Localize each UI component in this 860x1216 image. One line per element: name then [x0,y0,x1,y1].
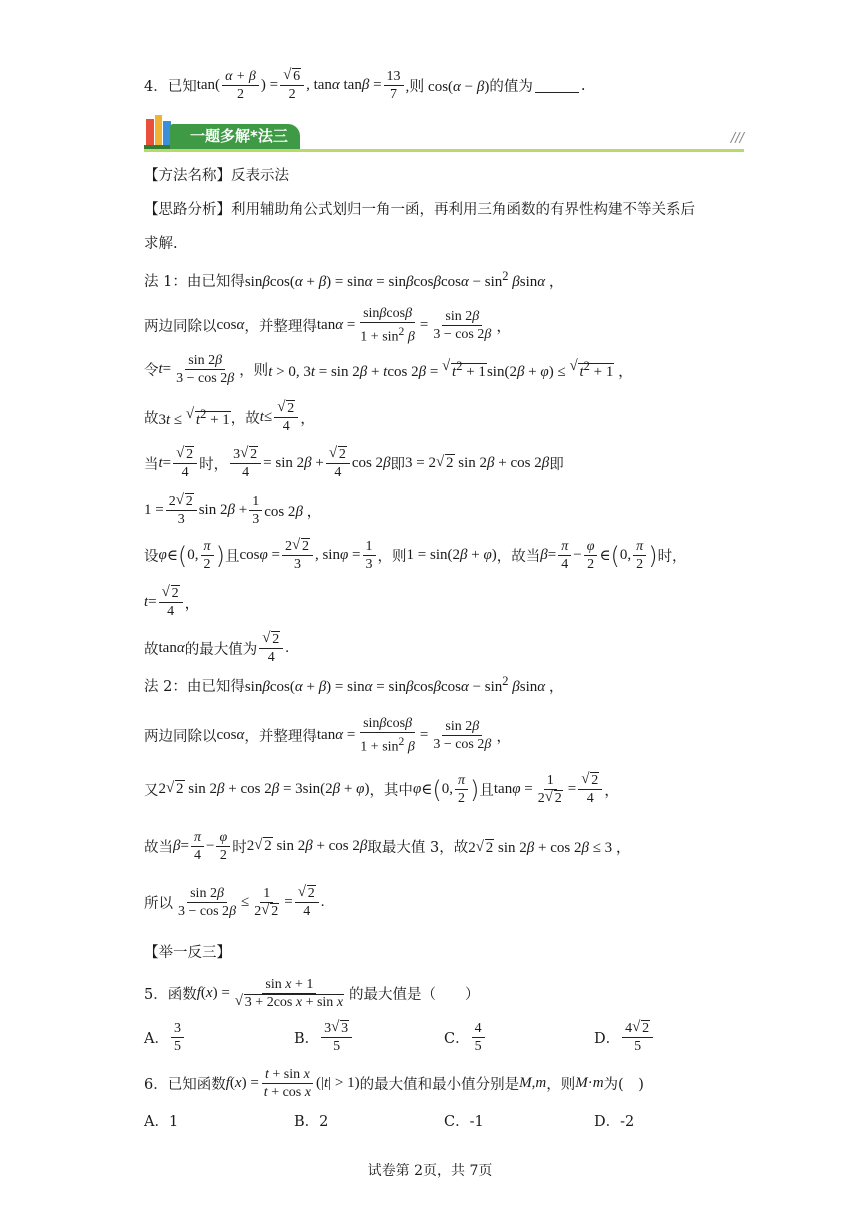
f1-line-3: 令 t = $\frac{\sin 2\beta}{3 - \cos 2\beta}$ ，则 t > 0, 3t = sin 2β + tcos 2β = √ $t^2 + 1\sin(2\beta + \varphi)$ ≤ √ $t^2 + 1$ ， [144,352,633,387]
question-5: 5．函数 f (x) = sin x + 1 √ 3 + 2cos x + sin x 的最大值是（ ） [144,976,480,1011]
method-name: 【方法名称】反表示法 [144,168,289,184]
q5-option-a[interactable]: A． $\frac{3}{5}$ [144,1020,186,1055]
f2-line-4: 故当 β = $\frac{\pi}{4}$ − $\frac{\varphi}{2}$ 时 2√ 2 sin 2β + cos 2β 取最大值 3，故 2√ 2 sin 2β + cos 2β ≤ 3 ， [144,829,631,864]
section-banner [144,113,744,153]
banner-divider [144,149,744,152]
practice-heading: 【举一反三】 [144,945,231,961]
analysis-line-2: 求解. [144,236,178,252]
f1-line-6: 1 = $\frac{2√ 2}{3}$ sin 2β + $\frac{1}{3}$ cos 2β ， [144,493,322,528]
f1-line-8: t = √ $\frac{2}{4}$ ， [144,585,200,620]
q6-option-b[interactable]: B．2 [294,1114,329,1130]
f1-line-2: 两边同除以 cosα ，并整理得 tanα = $\frac{\sin\beta\cos\beta}{1 + \sin^2 \beta}$ = $\frac{\sin 2\beta}{3 - \cos 2\beta}$ ， [144,306,512,345]
f1-line-4: 故 3t ≤ √ $t^2 + 1$ ，故 t ≤ √ $\frac{2}{4}$ ， [144,400,315,435]
f2-line-5: 所以 $\frac{\sin 2\beta}{3 - \cos 2\beta}$ ≤ $\frac{1}{2√ 2}$ = √ $\frac{2}{4}$ . [144,885,325,920]
f2-line-2: 两边同除以 cosα ，并整理得 tanα = $\frac{\sin\beta\cos\beta}{1 + \sin^2 \beta}$ = $\frac{\sin 2\beta}{3 - \cos 2\beta}$ ， [144,716,512,755]
question-4: 4．已知 tan( $\frac{\alpha + \beta}{2}$ ) = √ $\frac{6}{2}$ , tanα tanβ = $\frac{13}{7}$ ,则 cos(α − β) 的值为 . [144,68,585,103]
q4-number: 4．已知 [144,79,197,95]
banner-label: 一题多解*法三 [170,124,300,149]
question-6: 6．已知函数 f (x) = $\frac{\text{t + sin x}}{\text{t + cos x}}$ (|t| > 1) 的最大值和最小值分别是 M , m ，则 M · m 为( ) [144,1067,644,1100]
q6-option-a[interactable]: A．1 [144,1114,179,1130]
banner-slashes: /// [730,131,744,146]
f1-line-7: 设 φ ∈ ( 0, $\frac{\pi}{2}$ ) 且 cosφ = $\frac{2√ 2}{3}$ , sinφ = $\frac{1}{3}$ ，则 1 = sin(2β + φ) ，故当 β = $\frac{\pi}{4}$ − $\frac{\varphi}{2}$ ∈ ( 0, $\frac{\pi}{2}$ ) 时， [144,538,687,573]
f1-line-1: 法 1：由已知得 $\sin\beta\cos(\alpha + \beta) = \sin\alpha = \sin\beta\cos\beta\cos\alpha - \sin^2 \beta\sin\alpha$ ， [144,269,564,290]
f2-line-3: 又 2√ 2 sin 2β + cos 2β = 3sin(2β + φ) ，其中 φ ∈ ( 0, $\frac{\pi}{2}$ ) 且 tanφ = $\frac{1}{2√ 2}$ = √ $\frac{2}{4}$ ， [144,772,619,807]
f2-line-1: 法 2：由已知得 $\sin\beta\cos(\alpha + \beta) = \sin\alpha = \sin\beta\cos\beta\cos\alpha - \sin^2 \beta\sin\alpha$ ， [144,674,564,695]
analysis-line-1: 【思路分析】利用辅助角公式划归一角一函，再利用三角函数的有界性构建不等关系后 [144,202,695,218]
page-footer: 试卷第 2页，共 7页 [367,1163,493,1179]
answer-blank [535,78,579,93]
q5-option-d[interactable]: D． $\frac{4√ 2}{5}$ [594,1020,655,1055]
f1-line-5: 当 t = √ $\frac{2}{4}$ 时， $\frac{3√ 2}{4}$ = sin 2β + √ $\frac{2}{4}$ cos 2β 即 3 = 2√ 2 sin 2β + cos 2β 即 [144,446,564,481]
q6-option-d[interactable]: D．-2 [594,1114,635,1130]
f1-line-9: 故 tanα 的最大值为 √ $\frac{2}{4}$ . [144,631,289,666]
q6-option-c[interactable]: C．-1 [444,1114,484,1130]
q5-option-b[interactable]: B． $\frac{3√ 3}{5}$ [294,1020,354,1055]
q5-option-c[interactable]: C． $\frac{4}{5}$ [444,1020,487,1055]
